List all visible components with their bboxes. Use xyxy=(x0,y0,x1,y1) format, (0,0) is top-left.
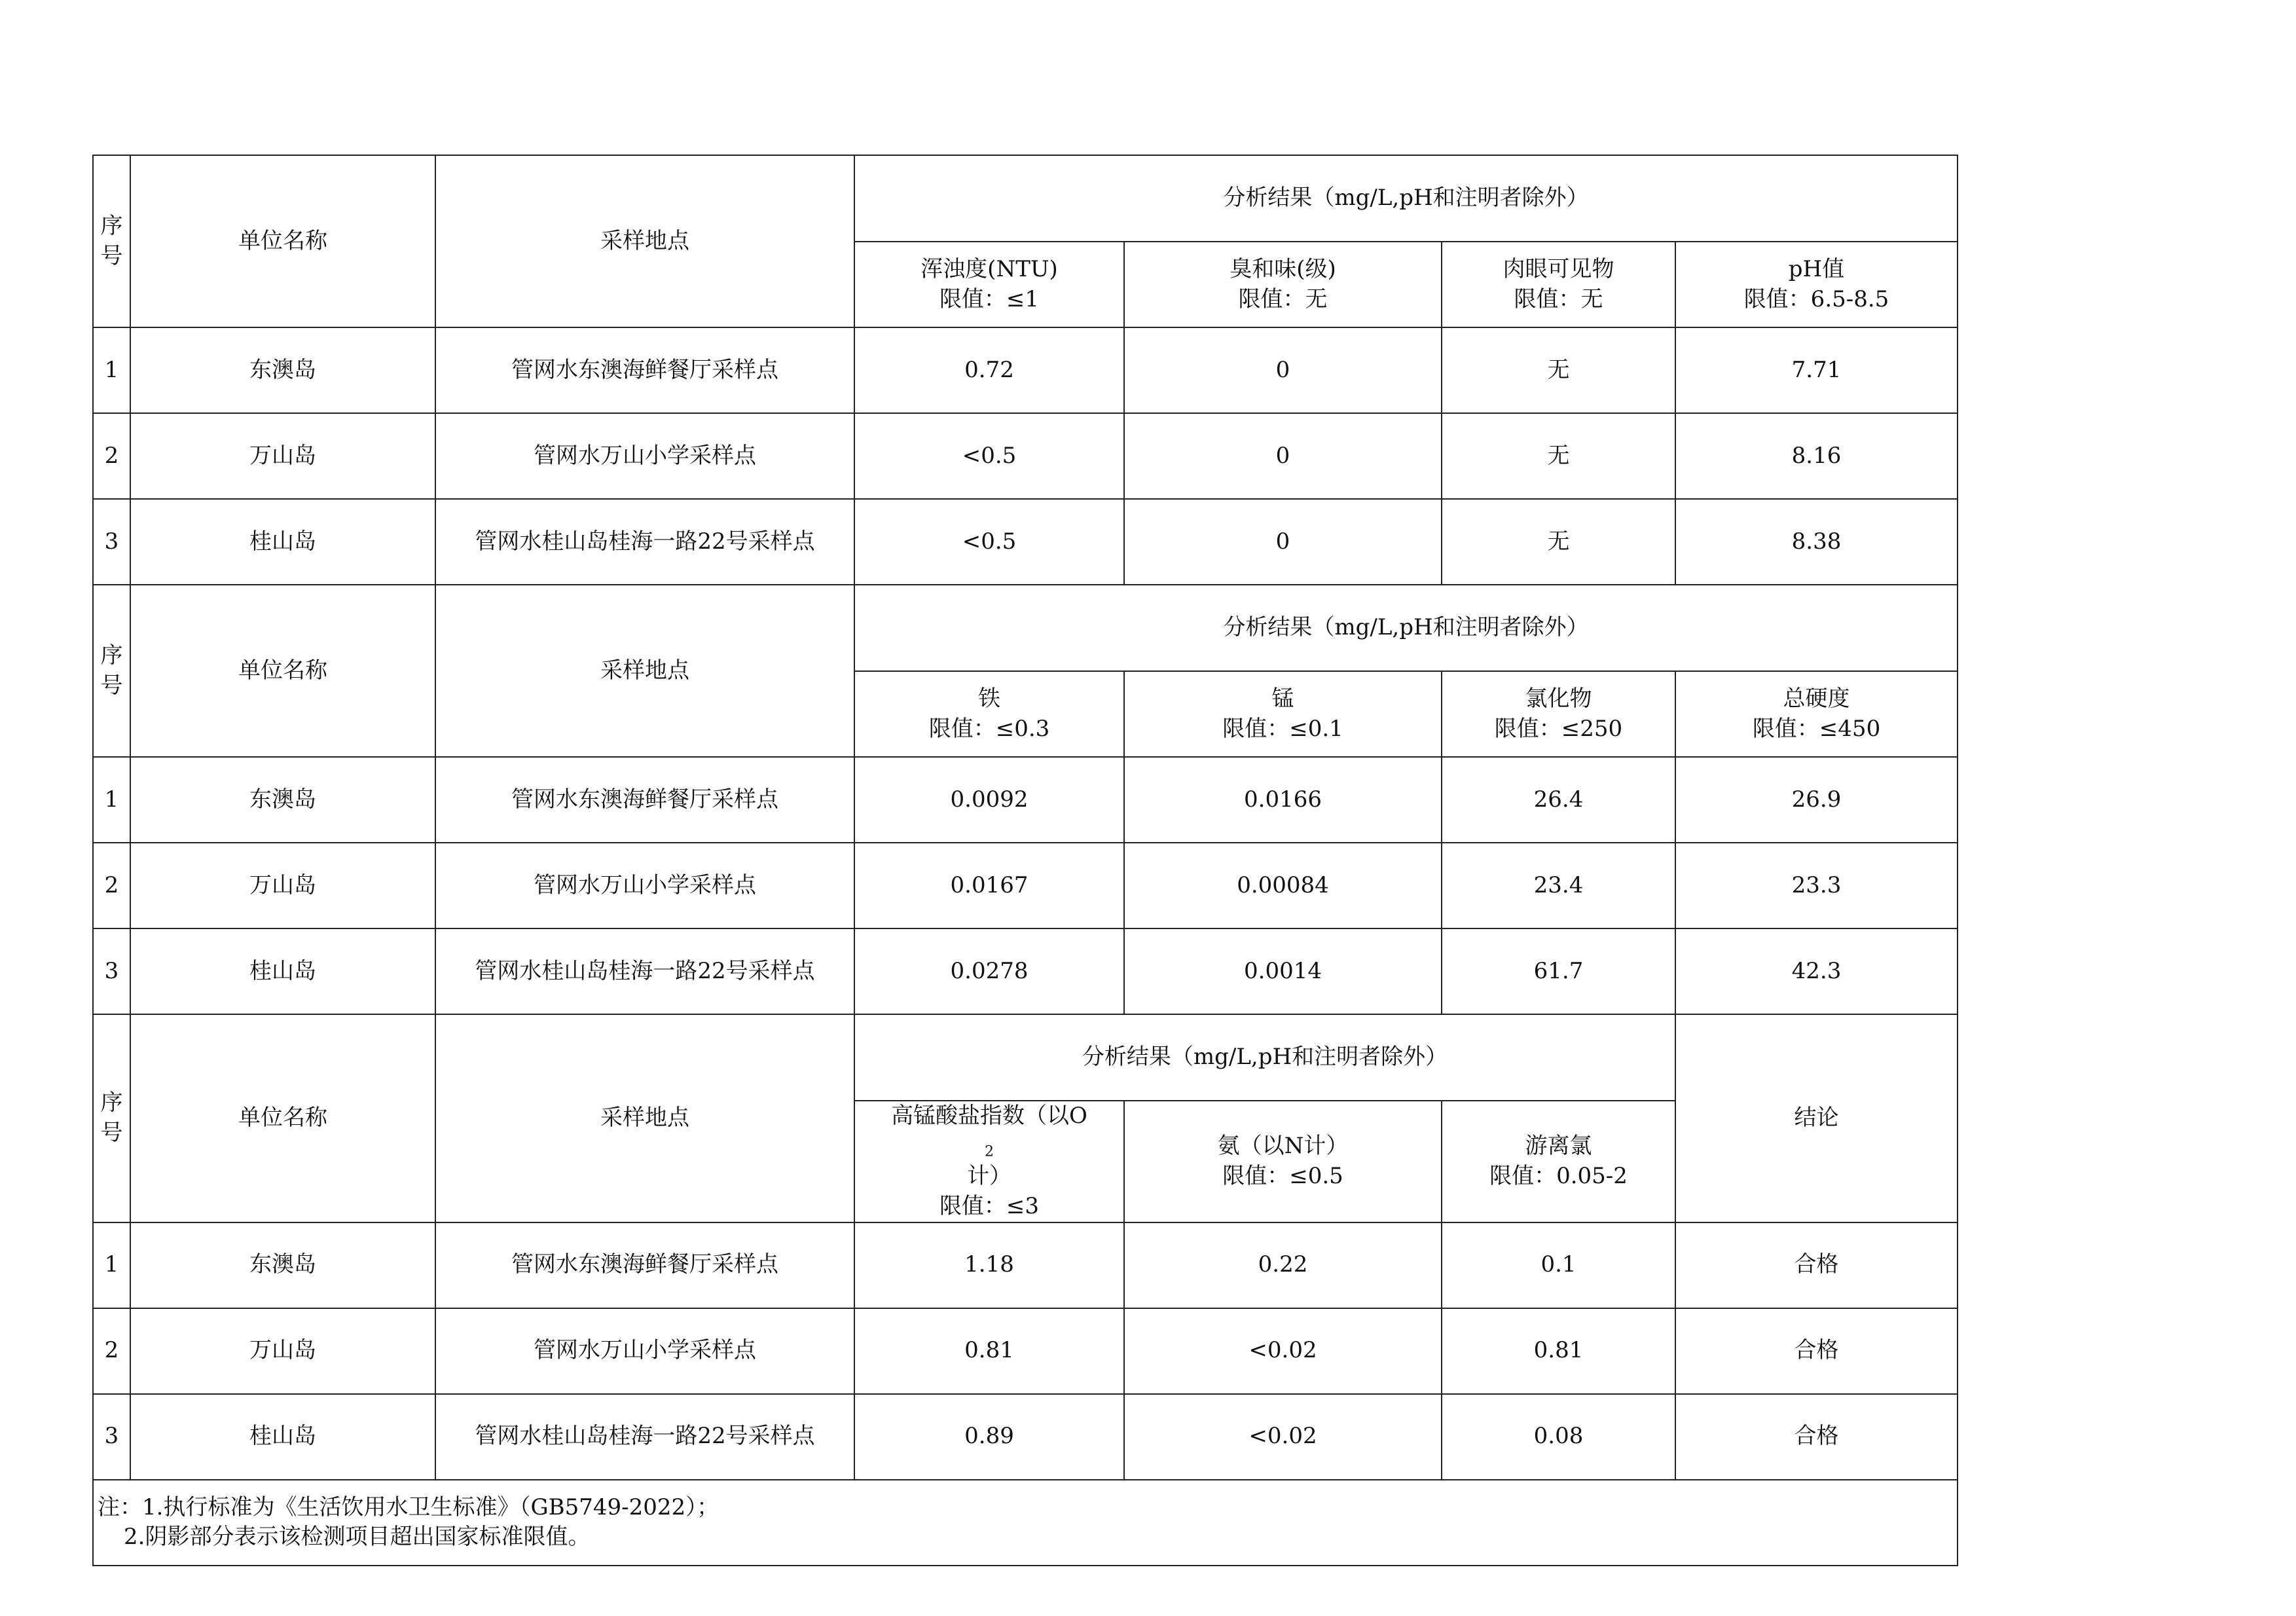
location-cell: 管网水东澳海鲜餐厅采样点 xyxy=(435,327,854,413)
section-1-header-row xyxy=(93,155,1958,242)
unit-cell: 桂山岛 xyxy=(130,1394,435,1480)
param-header-manganese: 锰 限值：≤0.1 xyxy=(1124,671,1442,757)
sampling-location-header: 采样地点 xyxy=(435,155,854,327)
value-cell: 61.7 xyxy=(1442,928,1675,1014)
unit-cell: 东澳岛 xyxy=(130,757,435,843)
value-cell: 0.89 xyxy=(854,1394,1124,1480)
value-cell: 8.16 xyxy=(1675,413,1958,499)
value-cell: 无 xyxy=(1442,499,1675,585)
water-quality-table xyxy=(92,155,1958,1566)
value-cell: <0.02 xyxy=(1124,1308,1442,1394)
analysis-result-header: 分析结果（mg/L,pH和注明者除外） xyxy=(854,585,1958,671)
param-header-free-chlorine: 游离氯 限值：0.05-2 xyxy=(1442,1101,1675,1222)
unit-cell: 万山岛 xyxy=(130,843,435,928)
value-cell: 0 xyxy=(1124,413,1442,499)
note-line-1: 注：1.执行标准为《生活饮用水卫生标准》（GB5749-2022）； xyxy=(98,1494,720,1520)
value-cell: 26.4 xyxy=(1442,757,1675,843)
value-cell: 0.22 xyxy=(1124,1222,1442,1308)
value-cell: 0.0167 xyxy=(854,843,1124,928)
unit-cell: 万山岛 xyxy=(130,413,435,499)
param-header-permanganate: 高锰酸盐指数（以O $_2$ 计） 限值：≤3 xyxy=(854,1101,1124,1222)
value-cell: 0.81 xyxy=(1442,1308,1675,1394)
param-header-visible-matter: 肉眼可见物 限值：无 xyxy=(1442,242,1675,327)
seq-cell: 3 xyxy=(93,1394,130,1480)
value-cell: 0.72 xyxy=(854,327,1124,413)
value-cell: 0 xyxy=(1124,499,1442,585)
value-cell: 23.4 xyxy=(1442,843,1675,928)
param-header-hardness: 总硬度 限值：≤450 xyxy=(1675,671,1958,757)
notes-row xyxy=(93,1480,1958,1566)
note-line-2: 2.阴影部分表示该检测项目超出国家标准限值。 xyxy=(124,1524,591,1551)
seq-cell: 2 xyxy=(93,843,130,928)
table-row xyxy=(93,843,1958,928)
value-cell: <0.02 xyxy=(1124,1394,1442,1480)
seq-cell: 3 xyxy=(93,928,130,1014)
value-cell: 23.3 xyxy=(1675,843,1958,928)
value-cell: 26.9 xyxy=(1675,757,1958,843)
section-3-header-row xyxy=(93,1014,1958,1101)
value-cell: 0.08 xyxy=(1442,1394,1675,1480)
location-cell: 管网水桂山岛桂海一路22号采样点 xyxy=(435,499,854,585)
location-cell: 管网水东澳海鲜餐厅采样点 xyxy=(435,1222,854,1308)
value-cell: 42.3 xyxy=(1675,928,1958,1014)
seq-header: 序 号 xyxy=(93,155,130,327)
seq-cell: 3 xyxy=(93,499,130,585)
table-row xyxy=(93,928,1958,1014)
value-cell: 0.00084 xyxy=(1124,843,1442,928)
table-row xyxy=(93,413,1958,499)
analysis-result-header: 分析结果（mg/L,pH和注明者除外） xyxy=(854,1014,1675,1101)
unit-name-header: 单位名称 xyxy=(130,155,435,327)
seq-cell: 1 xyxy=(93,1222,130,1308)
unit-cell: 东澳岛 xyxy=(130,1222,435,1308)
value-cell: 1.18 xyxy=(854,1222,1124,1308)
seq-header: 序 号 xyxy=(93,585,130,757)
value-cell: 0 xyxy=(1124,327,1442,413)
sampling-location-header: 采样地点 xyxy=(435,1014,854,1222)
param-header-ammonia: 氨（以N计） 限值：≤0.5 xyxy=(1124,1101,1442,1222)
param-header-turbidity: 浑浊度(NTU) 限值：≤1 xyxy=(854,242,1124,327)
seq-cell: 1 xyxy=(93,757,130,843)
table-row xyxy=(93,1394,1958,1480)
seq-header: 序 号 xyxy=(93,1014,130,1222)
location-cell: 管网水万山小学采样点 xyxy=(435,843,854,928)
location-cell: 管网水东澳海鲜餐厅采样点 xyxy=(435,757,854,843)
table-row xyxy=(93,1222,1958,1308)
conclusion-header: 结论 xyxy=(1675,1014,1958,1222)
table-row xyxy=(93,757,1958,843)
param-header-odor: 臭和味(级) 限值：无 xyxy=(1124,242,1442,327)
conclusion-cell: 合格 xyxy=(1675,1222,1958,1308)
unit-name-header: 单位名称 xyxy=(130,1014,435,1222)
value-cell: 无 xyxy=(1442,327,1675,413)
value-cell: 无 xyxy=(1442,413,1675,499)
location-cell: 管网水万山小学采样点 xyxy=(435,413,854,499)
location-cell: 管网水桂山岛桂海一路22号采样点 xyxy=(435,928,854,1014)
sampling-location-header: 采样地点 xyxy=(435,585,854,757)
seq-cell: 1 xyxy=(93,327,130,413)
param-header-chloride: 氯化物 限值：≤250 xyxy=(1442,671,1675,757)
seq-cell: 2 xyxy=(93,413,130,499)
value-cell: 0.0166 xyxy=(1124,757,1442,843)
seq-cell: 2 xyxy=(93,1308,130,1394)
param-header-iron: 铁 限值：≤0.3 xyxy=(854,671,1124,757)
analysis-result-header: 分析结果（mg/L,pH和注明者除外） xyxy=(854,155,1958,242)
value-cell: 0.1 xyxy=(1442,1222,1675,1308)
unit-cell: 东澳岛 xyxy=(130,327,435,413)
value-cell: <0.5 xyxy=(854,499,1124,585)
unit-cell: 万山岛 xyxy=(130,1308,435,1394)
section-2-header-row xyxy=(93,585,1958,671)
value-cell: 0.0092 xyxy=(854,757,1124,843)
param-header-ph: pH值 限值：6.5-8.5 xyxy=(1675,242,1958,327)
value-cell: 7.71 xyxy=(1675,327,1958,413)
location-cell: 管网水万山小学采样点 xyxy=(435,1308,854,1394)
conclusion-cell: 合格 xyxy=(1675,1394,1958,1480)
location-cell: 管网水桂山岛桂海一路22号采样点 xyxy=(435,1394,854,1480)
table-row xyxy=(93,499,1958,585)
value-cell: 8.38 xyxy=(1675,499,1958,585)
table-row xyxy=(93,327,1958,413)
unit-cell: 桂山岛 xyxy=(130,928,435,1014)
value-cell: 0.0278 xyxy=(854,928,1124,1014)
value-cell: 0.0014 xyxy=(1124,928,1442,1014)
notes xyxy=(93,1480,1958,1566)
table-row xyxy=(93,1308,1958,1394)
value-cell: 0.81 xyxy=(854,1308,1124,1394)
value-cell: <0.5 xyxy=(854,413,1124,499)
unit-cell: 桂山岛 xyxy=(130,499,435,585)
conclusion-cell: 合格 xyxy=(1675,1308,1958,1394)
unit-name-header: 单位名称 xyxy=(130,585,435,757)
